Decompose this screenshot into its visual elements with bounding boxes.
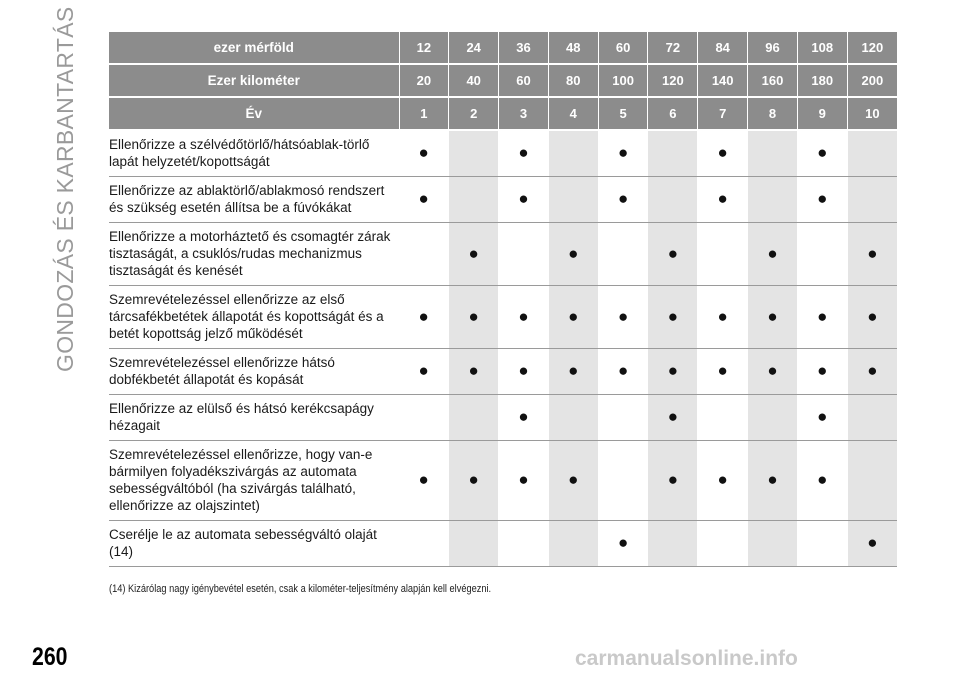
header-value: 40 [449,64,499,97]
maintenance-schedule-table [109,32,897,567]
check-dot-icon: ● [767,361,778,380]
header-value: 84 [698,32,748,64]
interval-cell [548,177,598,223]
interval-cell [797,395,847,441]
check-dot-icon: ● [418,361,429,380]
check-dot-icon: ● [717,189,728,208]
interval-cell [797,223,847,286]
interval-cell [548,223,598,286]
check-dot-icon: ● [568,470,579,489]
interval-cell [748,521,798,567]
interval-cell [548,521,598,567]
header-value: 108 [797,32,847,64]
interval-cell [598,521,648,567]
interval-cell [548,130,598,177]
check-dot-icon: ● [867,361,878,380]
interval-cell [698,395,748,441]
table-row [109,395,897,441]
interval-cell [648,395,698,441]
interval-cell [797,177,847,223]
interval-cell [449,395,499,441]
check-dot-icon: ● [568,361,579,380]
header-label: Ezer kilométer [109,64,399,97]
interval-cell [748,223,798,286]
interval-cell [847,521,897,567]
interval-cell [698,130,748,177]
check-dot-icon: ● [418,306,429,326]
table-body [109,32,897,567]
header-value: 60 [499,64,549,97]
check-dot-icon: ● [418,470,429,489]
table-row [109,349,897,395]
header-row [109,64,897,97]
interval-cell [797,441,847,521]
check-dot-icon: ● [867,533,878,552]
interval-cell [847,130,897,177]
check-dot-icon: ● [817,143,828,162]
interval-cell [449,177,499,223]
check-dot-icon: ● [717,470,728,489]
header-value: 160 [748,64,798,97]
check-dot-icon: ● [867,306,878,326]
interval-cell [399,223,449,286]
check-dot-icon: ● [468,306,479,326]
interval-cell [548,395,598,441]
interval-cell [548,286,598,349]
header-value: 200 [847,64,897,97]
interval-cell [399,521,449,567]
header-value: 2 [449,97,499,130]
check-dot-icon: ● [817,470,828,489]
header-value: 48 [548,32,598,64]
interval-cell [499,349,549,395]
interval-cell [847,286,897,349]
check-dot-icon: ● [667,243,679,263]
check-dot-icon: ● [817,189,828,208]
interval-cell [797,130,847,177]
interval-cell [499,177,549,223]
header-value: 72 [648,32,698,64]
interval-cell [548,441,598,521]
header-value: 96 [748,32,798,64]
interval-cell [748,349,798,395]
check-dot-icon: ● [617,143,629,162]
interval-cell [598,223,648,286]
header-value: 1 [399,97,449,130]
interval-cell [449,521,499,567]
header-value: 80 [548,64,598,97]
interval-cell [449,349,499,395]
interval-cell [499,130,549,177]
header-value: 60 [598,32,648,64]
check-dot-icon: ● [468,243,479,263]
interval-cell [598,441,648,521]
task-description: Ellenőrizze az ablaktörlő/ablakmosó rendszert és szükség esetén állítsa be a fúvókákat [109,177,399,223]
interval-cell [399,130,449,177]
interval-cell [399,441,449,521]
check-dot-icon: ● [568,243,579,263]
header-value: 9 [797,97,847,130]
interval-cell [499,395,549,441]
interval-cell [847,395,897,441]
header-value: 100 [598,64,648,97]
check-dot-icon: ● [518,306,529,326]
check-dot-icon: ● [767,243,778,263]
header-label: Év [109,97,399,130]
interval-cell [598,349,648,395]
interval-cell [648,349,698,395]
header-value: 20 [399,64,449,97]
check-dot-icon: ● [518,407,529,426]
header-value: 6 [648,97,698,130]
header-value: 180 [797,64,847,97]
task-description: Szemrevételezéssel ellenőrizze, hogy van-e bármilyen folyadékszivárgás az automata sebességváltóból (ha szivárgás található, ellenőrizze az olajszintet) [109,441,399,521]
footnote: (14) Kizárólag nagy igénybevétel esetén, csak a kilométer-teljesítmény alapján kell elvégezni. [109,583,492,595]
interval-cell [499,521,549,567]
interval-cell [748,441,798,521]
task-description: Ellenőrizze a motorháztető és csomagtér zárak tisztaságát, a csuklós/rudas mechanizmus tisztaságát és kenését [109,223,399,286]
interval-cell [847,223,897,286]
header-value: 12 [399,32,449,64]
check-dot-icon: ● [617,361,629,380]
check-dot-icon: ● [667,306,679,326]
interval-cell [648,286,698,349]
header-value: 8 [748,97,798,130]
interval-cell [399,395,449,441]
interval-cell [648,441,698,521]
header-value: 24 [449,32,499,64]
interval-cell [748,177,798,223]
check-dot-icon: ● [817,361,828,380]
table-row [109,441,897,521]
interval-cell [399,286,449,349]
check-dot-icon: ● [817,306,828,326]
interval-cell [449,130,499,177]
check-dot-icon: ● [817,407,828,426]
check-dot-icon: ● [667,361,679,380]
interval-cell [797,349,847,395]
interval-cell [399,177,449,223]
check-dot-icon: ● [468,361,479,380]
interval-cell [698,177,748,223]
check-dot-icon: ● [617,189,629,208]
check-dot-icon: ● [518,189,529,208]
interval-cell [748,395,798,441]
interval-cell [648,223,698,286]
interval-cell [598,130,648,177]
check-dot-icon: ● [667,407,679,426]
header-value: 120 [847,32,897,64]
header-value: 10 [847,97,897,130]
interval-cell [698,223,748,286]
section-side-title: GONDOZÁS ÉS KARBANTARTÁS [52,6,78,372]
check-dot-icon: ● [867,243,878,263]
check-dot-icon: ● [617,533,629,552]
table-row [109,521,897,567]
interval-cell [499,441,549,521]
header-value: 36 [499,32,549,64]
interval-cell [598,177,648,223]
header-value: 7 [698,97,748,130]
header-value: 3 [499,97,549,130]
table-row [109,286,897,349]
check-dot-icon: ● [568,306,579,326]
check-dot-icon: ● [767,306,778,326]
header-row [109,32,897,64]
check-dot-icon: ● [617,306,629,326]
interval-cell [748,286,798,349]
interval-cell [748,130,798,177]
interval-cell [449,286,499,349]
task-description: Ellenőrizze az elülső és hátsó kerékcsapágy hézagait [109,395,399,441]
check-dot-icon: ● [717,361,728,380]
interval-cell [698,349,748,395]
check-dot-icon: ● [418,143,429,162]
interval-cell [797,521,847,567]
check-dot-icon: ● [767,470,778,489]
interval-cell [499,223,549,286]
task-description: Ellenőrizze a szélvédőtörlő/hátsóablak-törlő lapát helyzetét/kopottságát [109,130,399,177]
check-dot-icon: ● [468,470,479,489]
interval-cell [698,441,748,521]
check-dot-icon: ● [518,361,529,380]
header-value: 4 [548,97,598,130]
header-value: 140 [698,64,748,97]
interval-cell [648,521,698,567]
check-dot-icon: ● [717,143,728,162]
check-dot-icon: ● [667,470,679,489]
task-description: Szemrevételezéssel ellenőrizze hátsó dobfékbetét állapotát és kopását [109,349,399,395]
check-dot-icon: ● [518,470,529,489]
table-row [109,223,897,286]
interval-cell [598,395,648,441]
interval-cell [797,286,847,349]
header-value: 120 [648,64,698,97]
interval-cell [548,349,598,395]
interval-cell [499,286,549,349]
interval-cell [847,349,897,395]
interval-cell [698,521,748,567]
header-label: ezer mérföld [109,32,399,64]
header-value: 5 [598,97,648,130]
task-description: Szemrevételezéssel ellenőrizze az első tárcsafékbetétek állapotát és kopottságát és a betét kopottság jelző működését [109,286,399,349]
interval-cell [399,349,449,395]
interval-cell [449,223,499,286]
table-row [109,177,897,223]
table-row [109,130,897,177]
task-description: Cserélje le az automata sebességváltó olaját (14) [109,521,399,567]
check-dot-icon: ● [717,306,728,326]
page-number: 260 [32,643,68,671]
interval-cell [847,441,897,521]
interval-cell [648,177,698,223]
interval-cell [698,286,748,349]
interval-cell [598,286,648,349]
check-dot-icon: ● [518,143,529,162]
interval-cell [449,441,499,521]
header-row [109,97,897,130]
watermark: carmanualsonline.info [575,647,798,670]
check-dot-icon: ● [418,189,429,208]
interval-cell [847,177,897,223]
interval-cell [648,130,698,177]
